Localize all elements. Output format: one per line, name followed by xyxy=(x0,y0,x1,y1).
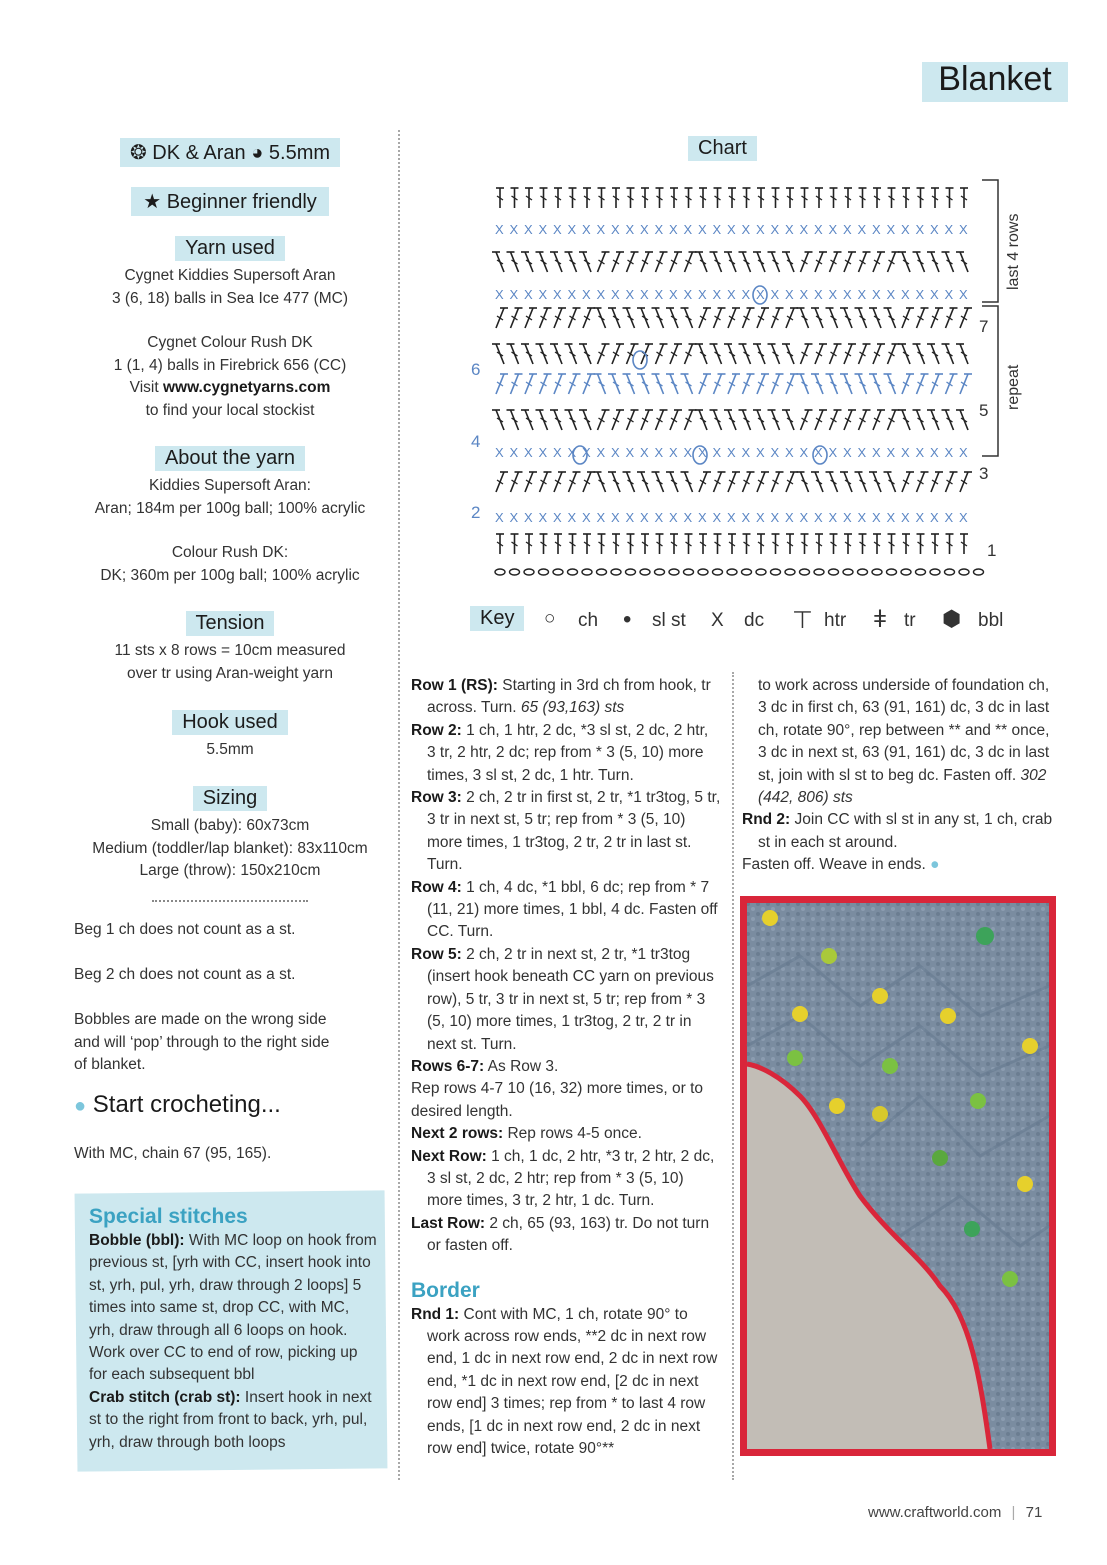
chain-symbol xyxy=(553,569,563,575)
dc-symbol: X xyxy=(495,287,504,302)
dc-symbol: X xyxy=(712,222,722,237)
dc-symbol: X xyxy=(712,287,722,302)
dc-symbol: X xyxy=(944,222,954,237)
dc-symbol: X xyxy=(582,287,591,302)
htr-symbol-icon: ⊤ xyxy=(792,607,813,634)
dc-symbol: X xyxy=(538,445,548,460)
chain-symbol xyxy=(524,569,534,575)
dc-symbol: X xyxy=(959,445,968,460)
dc-symbol: X xyxy=(524,445,533,460)
chain-symbol xyxy=(771,569,781,575)
row-label-7: 7 xyxy=(979,317,989,336)
dc-symbol: X xyxy=(640,222,649,237)
dc-symbol: X xyxy=(669,510,678,525)
chain-symbol xyxy=(756,569,766,575)
dc-symbol: X xyxy=(872,445,881,460)
chain-symbol xyxy=(887,569,897,575)
dc-symbol: X xyxy=(683,510,693,525)
dc-symbol: X xyxy=(770,287,780,302)
dc-symbol: X xyxy=(814,510,823,525)
dc-symbol: X xyxy=(857,445,867,460)
dc-symbol: X xyxy=(872,222,881,237)
chain-symbol xyxy=(930,569,940,575)
dc-symbol: X xyxy=(625,445,635,460)
repeat-label: repeat xyxy=(1005,364,1022,410)
start-heading: Start crocheting... xyxy=(92,1091,281,1118)
dc-symbol: X xyxy=(930,287,939,302)
row4-text: 1 ch, 4 dc, *1 bbl, 6 dc; rep from * 7 (11, 21) more times, 1 bbl, 4 dc. Fasten off CC. Turn. xyxy=(427,878,718,941)
chain-symbol xyxy=(495,569,505,575)
footer-site[interactable]: www.craftworld.com xyxy=(868,1504,1002,1521)
rnd2-text: Join CC with sl st in any st, 1 ch, crab st in each st around. xyxy=(758,811,1053,851)
key-title: Key xyxy=(470,606,524,631)
notes-block xyxy=(74,919,394,1077)
dc-symbol: X xyxy=(509,445,519,460)
sizing-block xyxy=(60,815,400,883)
dc-symbol: X xyxy=(785,510,794,525)
pattern-column-right xyxy=(742,675,1057,877)
chain-symbol xyxy=(916,569,926,575)
dc-symbol: X xyxy=(567,510,577,525)
yarn-ball-icon: ● xyxy=(930,856,940,874)
dc-symbol: X xyxy=(683,222,693,237)
dc-symbol: X xyxy=(727,287,736,302)
lastrow-text: 2 ch, 65 (93, 163) tr. Do not turn or fasten off. xyxy=(427,1214,710,1255)
dc-symbol: X xyxy=(596,222,606,237)
yarn-ball-icon: ❂ xyxy=(129,142,147,164)
chain-symbol xyxy=(597,569,607,575)
dc-symbol: X xyxy=(553,445,562,460)
key-dc-label: dc xyxy=(744,610,765,631)
dc-symbol: X xyxy=(799,287,809,302)
dc-symbol: X xyxy=(727,222,736,237)
dc-symbol: X xyxy=(785,222,794,237)
dc-symbol: X xyxy=(698,510,707,525)
dc-symbol: X xyxy=(741,510,751,525)
chain-symbol xyxy=(872,569,882,575)
yarn-line: Cygnet Colour Rush DK xyxy=(147,334,313,351)
rnd1-count: 302 (442, 806) sts xyxy=(758,766,1047,807)
dc-symbol: X xyxy=(495,445,504,460)
sizing-heading: Sizing xyxy=(193,786,267,811)
chain-symbol xyxy=(510,569,520,575)
dc-symbol: X xyxy=(814,287,823,302)
rnd2-label: Rnd 2: xyxy=(742,811,791,829)
tension-line: 11 sts x 8 rows = 10cm measured xyxy=(114,642,346,659)
level-badge: Beginner friendly xyxy=(166,191,317,213)
chain-symbol xyxy=(843,569,853,575)
chain-symbol xyxy=(655,569,665,575)
dc-symbol: X xyxy=(901,510,910,525)
dc-symbol: X xyxy=(538,287,548,302)
hook-icon: ◕ xyxy=(251,142,264,164)
dc-symbol: X xyxy=(915,510,925,525)
chain-symbol xyxy=(684,569,694,575)
dc-symbol: X xyxy=(770,222,780,237)
dc-symbol: X xyxy=(756,445,765,460)
dc-symbol: X xyxy=(944,510,954,525)
dc-symbol: X xyxy=(799,222,809,237)
yarn-used-heading: Yarn used xyxy=(175,236,285,261)
row4-label: Row 4: xyxy=(411,878,462,896)
sizing-line: Medium (toddler/lap blanket): 83x110cm xyxy=(92,839,368,857)
level-row xyxy=(60,187,400,216)
crochet-chart xyxy=(460,172,1040,584)
dc-symbol: X xyxy=(582,510,591,525)
key-htr-label: htr xyxy=(824,610,847,631)
dc-symbol: X xyxy=(872,287,881,302)
dc-symbol: X xyxy=(857,510,867,525)
dc-symbol: X xyxy=(524,287,533,302)
column-divider xyxy=(732,672,734,1480)
dc-symbol: X xyxy=(828,287,838,302)
yarn-line: 3 (6, 18) balls in Sea Ice 477 (MC) xyxy=(111,289,349,307)
dc-symbol: X xyxy=(843,445,852,460)
note-line: Beg 2 ch does not count as a st. xyxy=(74,966,296,983)
dc-symbol: X xyxy=(669,445,678,460)
row-label-1: 1 xyxy=(987,541,997,560)
chain-symbol xyxy=(727,569,737,575)
dc-symbol: X xyxy=(538,222,548,237)
dc-symbol: X xyxy=(756,510,765,525)
dc-symbol: X xyxy=(727,445,736,460)
last-rows-bracket xyxy=(982,180,998,302)
dc-symbol: X xyxy=(669,287,678,302)
dc-symbol: X xyxy=(553,287,562,302)
dc-symbol: X xyxy=(509,510,519,525)
dc-symbol: X xyxy=(915,222,925,237)
dc-symbol: X xyxy=(683,287,693,302)
website-link[interactable]: www.cygnetyarns.com xyxy=(162,379,331,396)
hook-size-text: 5.5mm xyxy=(206,741,254,758)
dc-symbol: X xyxy=(901,445,910,460)
rnd1-continued: to work across underside of foundation ch, 3 dc in first ch, 63 (91, 161) dc, 3 dc in last ch, rotate 90°, rep between ** and ** once, 3 dc in next st, 63 (91, 161) dc, 3 dc in last st, join with sl st to beg dc. Fasten off. xyxy=(758,677,1050,784)
chain-symbol xyxy=(611,569,621,575)
dc-symbol: X xyxy=(654,287,664,302)
row1-label: Row 1 (RS): xyxy=(411,677,498,694)
about-line: Colour Rush DK: xyxy=(171,544,289,561)
dc-symbol: X xyxy=(495,510,504,525)
dc-symbol: X xyxy=(959,222,968,237)
row-label-2: 2 xyxy=(471,503,481,522)
dc-symbol: X xyxy=(538,510,548,525)
key-ch-label: ch xyxy=(578,610,599,631)
dc-symbol: X xyxy=(712,510,722,525)
yarn-line: to find your local stockist xyxy=(145,401,315,419)
page-title: Blanket xyxy=(938,60,1052,98)
row67-text: As Row 3. xyxy=(484,1057,559,1075)
start-heading-row xyxy=(74,1091,281,1119)
key-slst-label: sl st xyxy=(652,610,686,631)
note-line: Beg 1 ch does not count as a st. xyxy=(74,921,296,938)
chain-symbol xyxy=(582,569,592,575)
rnd1-label: Rnd 1: xyxy=(411,1305,460,1323)
row2-label: Row 2: xyxy=(411,721,462,739)
yarn-line: 1 (1, 4) balls in Firebrick 656 (CC) xyxy=(113,356,347,374)
lastrow-label: Last Row: xyxy=(411,1214,486,1232)
dc-symbol: X xyxy=(799,445,809,460)
chain-symbol xyxy=(742,569,752,575)
dc-symbol: X xyxy=(741,445,751,460)
bbl-symbol xyxy=(633,351,647,369)
chain-symbol xyxy=(669,569,679,575)
row67-label: Rows 6-7: xyxy=(411,1057,485,1075)
dc-symbol: X xyxy=(843,510,852,525)
chain-symbol xyxy=(959,569,969,575)
dc-symbol: X xyxy=(596,510,606,525)
dc-symbol: X xyxy=(959,287,968,302)
dc-symbol: X xyxy=(654,222,664,237)
row-label-6: 6 xyxy=(471,360,481,379)
star-icon: ★ xyxy=(143,191,162,213)
dc-symbol: X xyxy=(857,287,867,302)
chain-symbol xyxy=(785,569,795,575)
note-line: and will ‘pop’ through to the right side xyxy=(74,1033,330,1051)
chain-symbol xyxy=(829,569,839,575)
dc-symbol: X xyxy=(567,287,577,302)
rnd1-text: Cont with MC, 1 ch, rotate 90° to work across row ends, **2 dc in next row end, 1 dc in next row end, 2 dc in next row end, *1 dc in next row end, [2 dc in next row end] 3 times; rep from * to last 4 row ends, [1 dc in next row end, 2 dc in next row end] twice, rotate 90°** xyxy=(427,1305,718,1457)
hook-heading: Hook used xyxy=(172,710,288,735)
dc-symbol: X xyxy=(553,510,562,525)
yarn-weight-badge: DK & Aran xyxy=(152,142,246,164)
dc-symbol: X xyxy=(785,287,794,302)
dc-symbol: X xyxy=(828,222,838,237)
dc-symbol: X xyxy=(524,510,533,525)
dc-symbol: X xyxy=(886,445,896,460)
dc-symbol: X xyxy=(625,510,635,525)
dc-symbol: X xyxy=(930,510,939,525)
footer xyxy=(868,1504,1042,1521)
page-number: 71 xyxy=(1025,1504,1043,1521)
about-yarn-block xyxy=(60,475,400,587)
fasten-off-text: Fasten off. Weave in ends. xyxy=(742,856,926,874)
yarn-ball-icon: ● xyxy=(74,1095,87,1117)
dc-symbol: X xyxy=(596,445,606,460)
nextrow-text: 1 ch, 1 dc, 2 htr, *3 tr, 2 htr, 2 dc, 3 sl st, 2 dc, 2 htr; rep from * 3 (5, 10) more times, 3 tr, 2 htr, 1 dc. Turn. xyxy=(427,1147,715,1210)
next2-label: Next 2 rows: xyxy=(411,1125,504,1143)
repeat-text: Rep rows 4-7 10 (16, 32) more times, or to desired length. xyxy=(411,1080,704,1120)
chain-symbol xyxy=(945,569,955,575)
key-bbl-label: bbl xyxy=(978,610,1004,631)
chart-key xyxy=(470,606,1025,638)
chain-symbol xyxy=(974,569,984,575)
dc-symbol: X xyxy=(698,222,707,237)
chain-symbol xyxy=(698,569,708,575)
about-line: Aran; 184m per 100g ball; 100% acrylic xyxy=(94,499,366,517)
footer-separator: | xyxy=(1011,1504,1016,1521)
row5-label: Row 5: xyxy=(411,945,462,963)
nextrow-label: Next Row: xyxy=(411,1147,487,1165)
dc-symbol: X xyxy=(814,222,823,237)
tension-heading: Tension xyxy=(186,611,275,636)
row3-label: Row 3: xyxy=(411,789,462,807)
dc-symbol: X xyxy=(640,287,649,302)
dc-symbol: X xyxy=(886,222,896,237)
chart-symbols xyxy=(492,188,984,575)
bobble-label: Bobble (bbl): xyxy=(89,1232,185,1249)
dc-symbol: X xyxy=(640,445,649,460)
dc-symbol: X xyxy=(669,222,678,237)
dc-symbol: X xyxy=(915,445,925,460)
dotted-divider xyxy=(152,900,308,902)
yarn-line: Cygnet Kiddies Supersoft Aran xyxy=(124,267,336,284)
about-line: DK; 360m per 100g ball; 100% acrylic xyxy=(100,566,360,584)
row-label-3: 3 xyxy=(979,464,989,483)
sizing-line: Large (throw): 150x210cm xyxy=(139,862,321,879)
dc-symbol: X xyxy=(901,287,910,302)
dc-symbol: X xyxy=(741,287,751,302)
about-yarn-heading: About the yarn xyxy=(155,446,305,471)
dc-symbol: X xyxy=(944,445,954,460)
dc-symbol: X xyxy=(683,445,693,460)
about-line: Kiddies Supersoft Aran: xyxy=(149,477,311,494)
dc-symbol: X xyxy=(872,510,881,525)
dc-symbol: X xyxy=(930,222,939,237)
chain-symbol xyxy=(800,569,810,575)
dc-symbol: X xyxy=(886,287,896,302)
row5-text: 2 ch, 2 tr in next st, 2 tr, *1 tr3tog (insert hook beneath CC yarn on previous row), 5 tr, 3 tr in next st, 5 tr; rep from * 3 (5, 10) more times, 1 tr3tog, 2 tr, 2 tr in next st. Turn. xyxy=(427,945,714,1053)
dc-symbol: X xyxy=(886,510,896,525)
row-label-5: 5 xyxy=(979,401,989,420)
chain-symbol xyxy=(640,569,650,575)
dc-symbol: X xyxy=(611,510,620,525)
blanket-photo xyxy=(740,896,1056,1456)
row1-count: 65 (93,163) sts xyxy=(520,699,625,717)
badge-row xyxy=(60,138,400,167)
dc-symbol: X xyxy=(712,445,722,460)
chain-symbol xyxy=(814,569,824,575)
dc-symbol: X xyxy=(698,287,707,302)
special-heading: Special stitches xyxy=(89,1205,248,1228)
dc-symbol: X xyxy=(756,287,765,302)
dc-symbol: X xyxy=(654,445,664,460)
note-line: of blanket. xyxy=(74,1056,146,1073)
last-rows-label: last 4 rows xyxy=(1005,213,1022,290)
dc-symbol: X xyxy=(930,445,939,460)
tension-block xyxy=(60,640,400,685)
dc-symbol: X xyxy=(770,510,780,525)
start-text: With MC, chain 67 (95, 165). xyxy=(74,1145,272,1162)
pattern-column xyxy=(411,675,721,1460)
dc-symbol: X xyxy=(770,445,780,460)
bobble-text: With MC loop on hook from previous st, [yrh with CC, insert hook into st, yrh, pul, yrh, draw through 2 loops] 5 times into same st, drop CC, with MC, yrh, draw through all 6 loops on hook. Work over CC to end of row, picking up for each subsequent bbl xyxy=(89,1232,377,1384)
dc-symbol: X xyxy=(799,510,809,525)
hook-size-badge: 5.5mm xyxy=(268,142,331,164)
visit-text: Visit xyxy=(129,379,163,396)
dc-symbol: X xyxy=(915,287,925,302)
dc-symbol: X xyxy=(625,222,635,237)
dc-symbol-icon: X xyxy=(711,610,724,631)
dc-symbol: X xyxy=(857,222,867,237)
row-label-4: 4 xyxy=(471,432,481,451)
dc-symbol: X xyxy=(495,222,504,237)
dc-symbol: X xyxy=(611,445,620,460)
dc-symbol: X xyxy=(741,222,751,237)
dc-symbol: X xyxy=(727,510,736,525)
dc-symbol: X xyxy=(843,222,852,237)
dc-symbol: X xyxy=(944,287,954,302)
dc-symbol: X xyxy=(828,445,838,460)
chain-symbol xyxy=(858,569,868,575)
dc-symbol: X xyxy=(698,445,707,460)
dc-symbol: X xyxy=(582,222,591,237)
dc-symbol: X xyxy=(596,287,606,302)
next2-text: Rep rows 4-5 once. xyxy=(503,1125,642,1143)
border-heading: Border xyxy=(411,1278,480,1302)
dc-symbol: X xyxy=(524,222,533,237)
chain-symbol xyxy=(901,569,911,575)
dc-symbol: X xyxy=(509,287,519,302)
crab-label: Crab stitch (crab st): xyxy=(89,1388,241,1406)
ch-symbol-icon: ○ xyxy=(544,608,556,629)
dc-symbol: X xyxy=(959,510,968,525)
tension-line: over tr using Aran-weight yarn xyxy=(127,664,333,682)
dc-symbol: X xyxy=(843,287,852,302)
dc-symbol: X xyxy=(640,510,649,525)
dc-symbol: X xyxy=(625,287,635,302)
row1-text: Starting in 3rd ch from hook, tr across. Turn. xyxy=(427,677,711,717)
dc-symbol: X xyxy=(785,445,794,460)
tr-symbol-icon: ǂ xyxy=(873,606,888,633)
sizing-line: Small (baby): 60x73cm xyxy=(150,817,310,834)
key-tr-label: tr xyxy=(904,610,916,631)
slst-symbol-icon: • xyxy=(623,606,632,633)
note-line: Bobbles are made on the wrong side xyxy=(74,1011,327,1028)
dc-symbol: X xyxy=(654,510,664,525)
chart-heading: Chart xyxy=(688,136,757,161)
chain-symbol xyxy=(713,569,723,575)
chain-symbol xyxy=(626,569,636,575)
dc-symbol: X xyxy=(901,222,910,237)
dc-symbol: X xyxy=(567,222,577,237)
dc-symbol: X xyxy=(509,222,519,237)
row3-text: 2 ch, 2 tr in first st, 2 tr, *1 tr3tog, 5 tr, 3 tr in next st, 5 tr; rep from * 3 (5, 10) more times, 1 tr3tog, 2 tr, 2 tr in last st. Turn. xyxy=(427,789,721,874)
bbl-symbol-icon: ⬢ xyxy=(942,606,962,631)
chain-symbol xyxy=(539,569,549,575)
chain-symbol xyxy=(568,569,578,575)
dc-symbol: X xyxy=(611,287,620,302)
dc-symbol: X xyxy=(814,445,823,460)
dc-symbol: X xyxy=(567,445,577,460)
crab-text: Insert hook in next st to the right from front to back, yrh, pul, yrh, draw through both loops xyxy=(89,1388,372,1451)
column-divider xyxy=(398,130,400,1480)
dc-symbol: X xyxy=(828,510,838,525)
row2-text: 1 ch, 1 htr, 2 dc, *3 sl st, 2 dc, 2 htr, 3 tr, 2 htr, 2 dc; rep from * 3 (5, 10) more times, 3 sl st, 2 dc, 1 htr. Turn. xyxy=(427,721,709,784)
special-stitches-text xyxy=(89,1204,377,1454)
yarn-used-block xyxy=(60,265,400,422)
dc-symbol: X xyxy=(582,445,591,460)
dc-symbol: X xyxy=(611,222,620,237)
dc-symbol: X xyxy=(756,222,765,237)
dc-symbol: X xyxy=(553,222,562,237)
